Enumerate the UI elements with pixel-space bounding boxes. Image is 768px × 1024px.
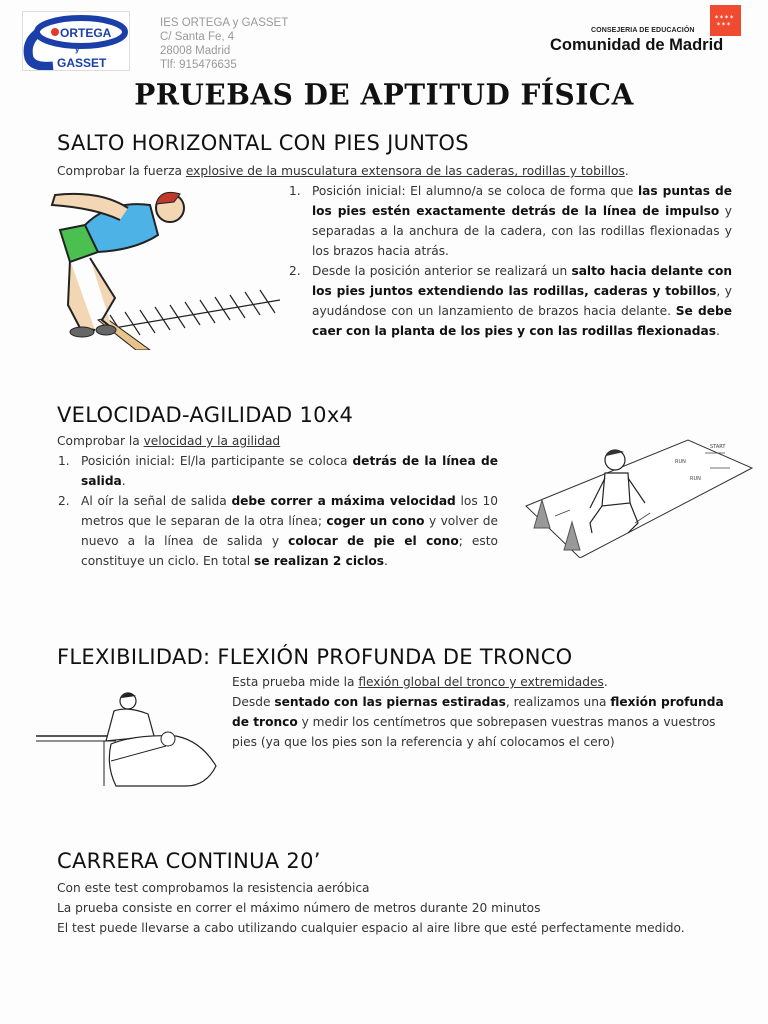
runner-cones-icon (520, 428, 760, 558)
school-logo (22, 11, 130, 71)
flexibilidad-body (232, 672, 732, 752)
madrid-flag-icon (710, 5, 741, 36)
address-line: IES ORTEGA y GASSET (160, 17, 289, 29)
velocidad-heading: VELOCIDAD-AGILIDAD 10x4 (57, 403, 354, 427)
ortega-gasset-logo-icon (23, 12, 129, 70)
carrera-line: La prueba consiste en correr el máximo número de metros durante 20 minutos (57, 901, 541, 915)
salto-intro-underlined: explosive de la musculatura extensora de las caderas, rodillas y tobillos (185, 164, 625, 178)
svg-text:ORTEGA: ORTEGA (60, 26, 112, 40)
velocidad-step-2: 2. Al oír la señal de salida debe correr a máxima velocidad los 10 metros que le separan de la otra línea; coger un cono y volver de nuevo a la línea de salida y colocar de pie el cono; esto constituye un ciclo. En total se realizan 2 ciclos. (58, 494, 498, 568)
svg-text:RUN: RUN (690, 476, 701, 482)
address-line: C/ Santa Fe, 4 (160, 31, 235, 43)
school-address (160, 16, 288, 72)
velocidad-intro: Comprobar la velocidad y la agilidad (57, 434, 281, 448)
svg-text:START: START (710, 444, 726, 450)
carrera-heading: CARRERA CONTINUA 20’ (57, 849, 321, 873)
flexibilidad-heading: FLEXIBILIDAD: FLEXIÓN PROFUNDA DE TRONCO (57, 645, 573, 669)
address-line: Tlf: 915476635 (160, 59, 237, 71)
svg-text:✶✶✶: ✶✶✶ (716, 21, 732, 28)
svg-text:✶✶✶✶: ✶✶✶✶ (714, 14, 735, 21)
salto-heading: SALTO HORIZONTAL CON PIES JUNTOS (57, 131, 469, 155)
svg-text:GASSET: GASSET (57, 56, 107, 70)
long-jump-illustration (40, 180, 290, 350)
salto-step-1: 1. Posición inicial: El alumno/a se coloca de forma que las puntas de los pies estén exactamente detrás de la línea de impulso y separadas a la anchura de la cadera, con las rodillas flexionadas y los brazos hacia atrás. (289, 184, 733, 258)
carrera-body (57, 878, 747, 938)
flexibilidad-intro-underlined: flexión global del tronco y extremidades (358, 675, 604, 689)
flexibilidad-intro: Esta prueba mide la flexión global del tronco y extremidades. (232, 675, 608, 689)
page-title: PRUEBAS DE APTITUD FÍSICA (134, 77, 634, 112)
sit-and-reach-illustration (36, 686, 231, 791)
flexibilidad-description: Desde sentado con las piernas estiradas, realizamos una flexión profunda de tronco y medir los centímetros que sobrepasen vuestras manos a vuestros pies (ya que los pies son la referencia y ahí colocamos el cero) (232, 695, 724, 749)
trunk-flexion-icon (36, 686, 231, 791)
salto-intro: Comprobar la fuerza explosive de la musculatura extensora de las caderas, rodillas y tobillos. (57, 164, 629, 178)
carrera-line: El test puede llevarse a cabo utilizando cualquier espacio al aire libre que esté perfectamente medido. (57, 921, 685, 935)
salto-step-2: 2. Desde la posición anterior se realizará un salto hacia delante con los pies juntos extendiendo las rodillas, caderas y tobillos, y ayudándose con un lanzamiento de brazos hacia delante. Se debe caer con la planta de los pies y con las rodillas flexionadas. (289, 264, 733, 338)
agility-run-illustration (520, 428, 760, 558)
velocidad-step-1: 1. Posición inicial: El/la participante se coloca detrás de la línea de salida. (58, 454, 498, 488)
svg-text:y: y (75, 45, 80, 54)
consejeria-label: CONSEJERIA DE EDUCACIÓN (591, 27, 695, 34)
address-line: 28008 Madrid (160, 45, 231, 57)
salto-steps (287, 181, 732, 341)
comunidad-label: Comunidad de Madrid (550, 36, 724, 54)
velocidad-intro-underlined: velocidad y la agilidad (143, 434, 281, 448)
jumper-icon (40, 180, 290, 350)
carrera-line: Con este test comprobamos la resistencia aeróbica (57, 881, 370, 895)
velocidad-steps (56, 451, 498, 571)
svg-text:RUN: RUN (675, 459, 686, 465)
